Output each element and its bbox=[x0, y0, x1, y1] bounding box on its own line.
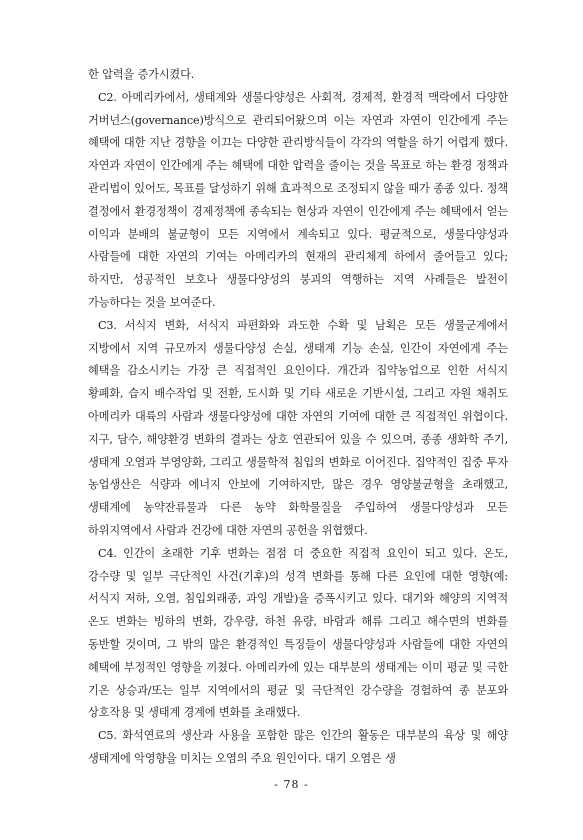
paragraph-c5: C5. 화석연료의 생산과 사용을 포함한 많은 인간의 활동은 대부분의 육상 및 해양 생태계에 악영향을 미치는 오염의 주요 원인이다. 대기 오염은 생 bbox=[88, 729, 508, 765]
paragraph-c2: C2. 아메리카에서, 생태계와 생물다양성은 사회적, 경제적, 환경적 맥락에서 다양한 거버넌스(governance)방식으로 관리되어왔으며 이는 자연과 자연이 인간에게 주는 혜택에 대한 지난 경향을 이끄는 다양한 관리방식들이 각각의 역할을 하기 어렵게 했다. 자연과 자연이 인간에게 주는 혜택에 대한 압력을 줄이는 것을 목표로 하는 환경 정책과 관리법이 있어도, 목표를 달성하기 위해 효과적으로 조정되지 않을 때가 종종 있다. 정책 결정에서 환경정책이 경제정책에 종속되는 현상과 자연이 인간에게 주는 혜택에서 얻는 이익과 분배의 불균형이 모든 지역에서 계속되고 있다. 평균적으로, 생물다양성과 사람들에 대한 자연의 기여는 아메리카의 현재의 관리체계 하에서 줄어들고 있다; 하지만, 성공적인 보호나 생물다양성의 붕괴의 역행하는 지역 사례들은 발전이 가능하다는 것을 보여준다. bbox=[88, 90, 508, 309]
paragraph-continuation: 한 압력을 증가시켰다. bbox=[88, 68, 195, 81]
paragraph-c4: C4. 인간이 초래한 기후 변화는 점점 더 중요한 직접적 요인이 되고 있다. 온도, 강수량 및 일부 극단적인 사건(기후)의 성격 변화를 통해 다른 요인에 대한 영향(예: 서식지 저하, 오염, 침입외래종, 과잉 개발)을 증폭시키고 있다. 대기와 해양의 지역적 온도 변화는 빙하의 변화, 강우량, 하천 유량, 바람과 해류 그리고 해수면의 변화를 동반할 것이며, 그 밖의 많은 환경적인 특징들이 생물다양성과 사람들에 대한 자연의 혜택에 부정적인 영향을 끼쳤다. 아메리카에 있는 대부분의 생태계는 이미 평균 및 극한 기온 상승과/또는 일부 지역에서의 평균 및 극단적인 강수량을 경험하여 종 분포와 상호작용 및 생태계 경계에 변화를 초래했다. bbox=[88, 546, 508, 720]
page-number: - 78 - bbox=[274, 778, 309, 791]
document-body bbox=[88, 64, 508, 771]
paragraph-c3: C3. 서식지 변화, 서식지 파편화와 과도한 수확 및 남획은 모든 생물군계에서 지방에서 지역 규모까지 생물다양성 손실, 생태계 기능 손실, 인간이 자연에게 주는 혜택을 감소시키는 가장 큰 직접적인 요인이다. 개간과 집약농업으로 인한 서식지 황폐화, 습지 배수작업 및 전환, 도시화 및 기타 새로운 기반시설, 그리고 자원 채취도 아메리카 대륙의 사람과 생물다양성에 대한 자연의 기여에 대한 큰 직접적인 위협이다. 지구, 담수, 해양환경 변화의 결과는 상호 연관되어 있을 수 있으며, 종종 생화학 주기, 생태계 오염과 부영양화, 그리고 생물학적 침입의 변화로 이어진다. 집약적인 집중 투자 농업생산은 식량과 에너지 안보에 기여하지만, 많은 경우 영양불균형을 초래했고, 생태계에 농약잔류물과 다른 농약 화학물질을 주입하여 생물다양성과 모든 하위지역에서 사람과 건강에 대한 자연의 공헌을 위협했다. bbox=[88, 318, 508, 537]
